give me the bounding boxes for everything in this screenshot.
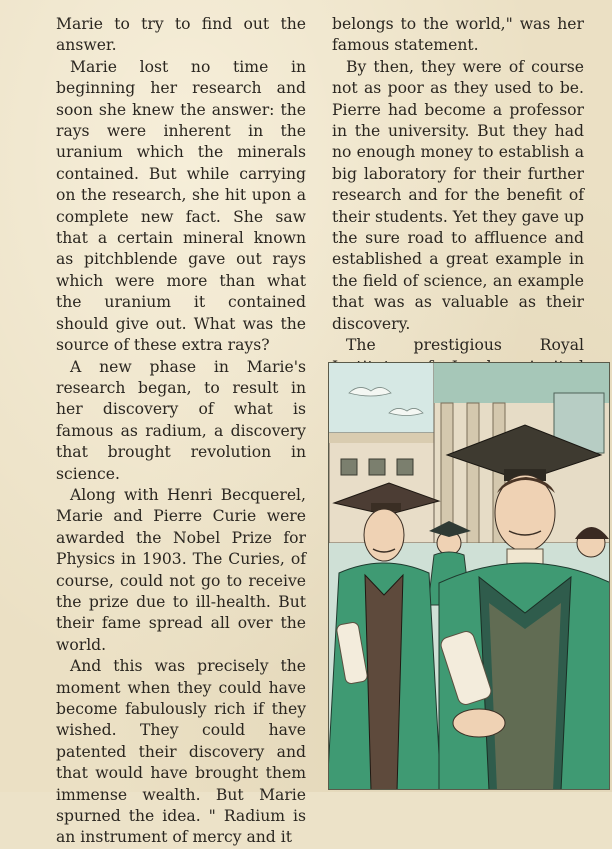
paragraph: A new phase in Marie's research began, to result in her discovery of what is famous as radium, a discovery that brought revolution in science. bbox=[56, 357, 306, 483]
paragraph: Along with Henri Becquerel, Marie and Pierre Curie were awarded the Nobel Prize for Physics in 1903. The Curies, of course, could not go to receive the prize due to ill-health. But their fame spread all over the world. bbox=[56, 485, 306, 654]
paragraph: Marie lost no time in beginning her research and soon she knew the answer: the rays were inherent in the uranium which the minerals contained. But while carrying on the research, she hit upon a complete new fact. She saw that a certain mineral known as pitchblende gave out rays which were more than what the uranium it contained should give out. What was the source of these extra rays? bbox=[56, 57, 306, 355]
paragraph: belongs to the world," was her famous statement. bbox=[332, 15, 584, 55]
academic-procession-illustration bbox=[328, 362, 610, 790]
paragraph: Marie to try to find out the answer. bbox=[56, 15, 306, 55]
left-text-column bbox=[56, 14, 306, 849]
paragraph: The prestigious Royal bbox=[346, 336, 584, 355]
illustration-graphic bbox=[329, 363, 610, 790]
paragraph: By then, they were of course not as poor as they used to be. Pierre had become a professor in the university. But they had no enough money to establish a big laboratory for their further research and for the benefit of their students. Yet they gave up the sure road to affluence and established a great example in the field of science, an example that was as valuable as their discovery. bbox=[332, 57, 584, 333]
right-text-column bbox=[332, 14, 584, 399]
paragraph: And this was precisely the moment when they could have become fabulously rich if they wished. They could have patented their discovery and that would have brought them immense wealth. But Marie spurned the idea. " Radium is an instrument of mercy and it bbox=[56, 657, 306, 847]
